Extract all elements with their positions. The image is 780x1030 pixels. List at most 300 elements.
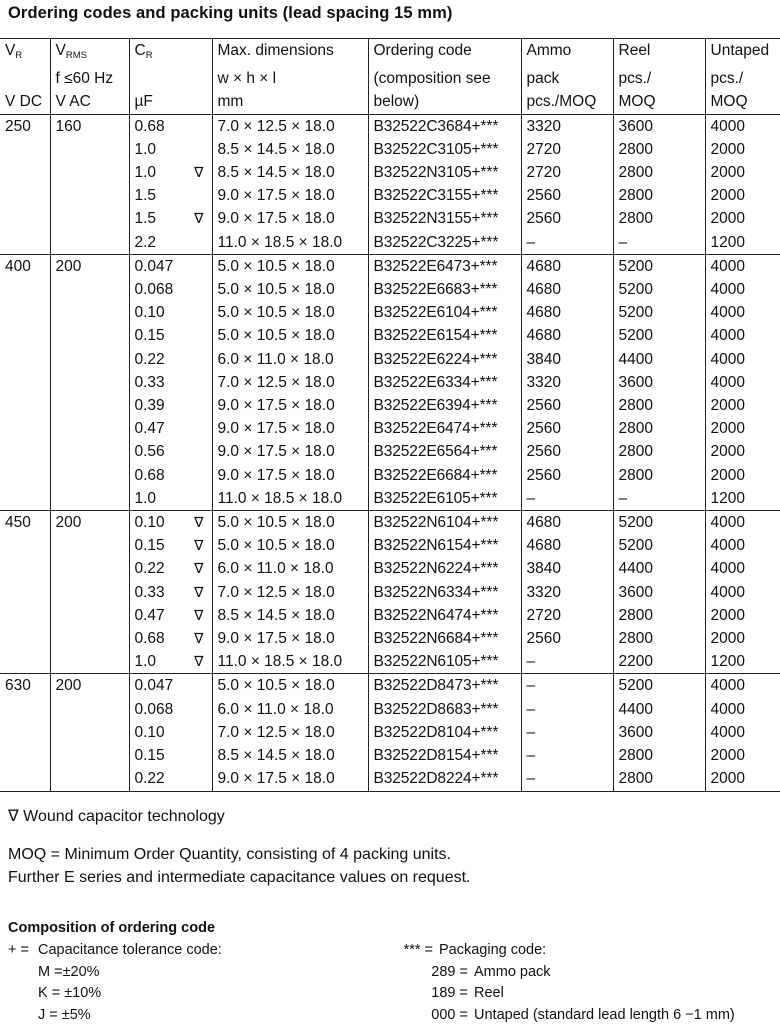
cell-reel: 2800 xyxy=(613,207,705,230)
capacitance-value: 1.5 xyxy=(134,187,157,205)
cell-vr xyxy=(0,744,50,767)
header-vrms: $V_{RMS}$ xyxy=(50,39,129,68)
capacitance-value: 0.068 xyxy=(134,281,174,299)
cell-capacitance xyxy=(129,487,212,511)
cell-vr xyxy=(0,161,50,184)
cell-ordering-code: B32522N3105+*** xyxy=(368,161,521,184)
capacitance-value: 0.33 xyxy=(134,583,165,601)
cell-reel: 2800 xyxy=(613,161,705,184)
cell-vr xyxy=(0,348,50,371)
cell-capacitance xyxy=(129,207,212,230)
cell-vrms xyxy=(50,698,129,721)
cell-vr xyxy=(0,581,50,604)
cell-ordering-code: B32522C3225+*** xyxy=(368,231,521,255)
cell-untaped: 2000 xyxy=(705,138,780,161)
cell-dimensions: 9.0 × 17.5 × 18.0 xyxy=(212,627,368,650)
cell-untaped: 4000 xyxy=(705,534,780,557)
cell-ordering-code: B32522E6474+*** xyxy=(368,417,521,440)
cell-vrms xyxy=(50,557,129,580)
cell-reel: 5200 xyxy=(613,278,705,301)
cell-vrms: 200 xyxy=(50,254,129,278)
capacitance-value: 0.39 xyxy=(134,397,165,415)
cell-dimensions: 5.0 × 10.5 × 18.0 xyxy=(212,254,368,278)
cell-reel: 3600 xyxy=(613,721,705,744)
cell-untaped: 2000 xyxy=(705,184,780,207)
tolerance-code-row: + = Capacitance tolerance code: xyxy=(8,942,222,958)
cell-untaped: 4000 xyxy=(705,698,780,721)
cell-vrms xyxy=(50,627,129,650)
table-row xyxy=(0,604,780,627)
packaging-code-row: 289 = Ammo pack xyxy=(431,963,551,980)
cell-untaped: 2000 xyxy=(705,464,780,487)
table-row xyxy=(0,394,780,417)
capacitance-value: 0.68 xyxy=(134,466,165,484)
cell-ammo: 2560 xyxy=(521,184,613,207)
cell-vrms xyxy=(50,184,129,207)
cell-vr xyxy=(0,138,50,161)
wound-technology-icon: ∇ xyxy=(194,583,204,600)
cell-untaped: 2000 xyxy=(705,207,780,230)
header-code-l2: (composition see xyxy=(368,67,521,90)
cell-reel: 2800 xyxy=(613,440,705,463)
cell-dimensions: 9.0 × 17.5 × 18.0 xyxy=(212,464,368,487)
wound-legend: ∇ Wound capacitor technology xyxy=(8,808,225,825)
capacitance-value: 0.22 xyxy=(134,560,165,578)
cell-untaped: 4000 xyxy=(705,324,780,347)
cell-capacitance xyxy=(129,650,212,674)
tolerance-code-row: K = ±10% xyxy=(38,985,102,1001)
cell-ammo: 3320 xyxy=(521,371,613,394)
cell-dimensions: 5.0 × 10.5 × 18.0 xyxy=(212,324,368,347)
cell-capacitance xyxy=(129,698,212,721)
cell-vrms xyxy=(50,417,129,440)
cell-capacitance xyxy=(129,394,212,417)
cell-reel: 4400 xyxy=(613,348,705,371)
cell-untaped: 2000 xyxy=(705,161,780,184)
packaging-code-row: 189 = Reel xyxy=(431,985,504,1001)
wound-technology-icon: ∇ xyxy=(194,560,204,577)
table-row xyxy=(0,650,780,674)
capacitance-value: 0.15 xyxy=(134,327,165,345)
cell-ordering-code: B32522E6105+*** xyxy=(368,487,521,511)
capacitance-value: 1.5 xyxy=(134,210,157,228)
cell-dimensions: 9.0 × 17.5 × 18.0 xyxy=(212,394,368,417)
cell-vrms xyxy=(50,487,129,511)
table-row xyxy=(0,744,780,767)
table-row xyxy=(0,698,780,721)
table-row xyxy=(0,721,780,744)
cell-capacitance xyxy=(129,744,212,767)
cell-vr xyxy=(0,487,50,511)
header-vr-unit: V DC xyxy=(5,93,43,111)
header-untaped: Untaped xyxy=(705,39,780,68)
cell-capacitance xyxy=(129,604,212,627)
capacitance-value: 0.47 xyxy=(134,606,165,624)
cell-vr xyxy=(0,534,50,557)
cell-dimensions: 5.0 × 10.5 × 18.0 xyxy=(212,534,368,557)
cell-capacitance xyxy=(129,557,212,580)
cell-dimensions: 8.5 × 14.5 × 18.0 xyxy=(212,161,368,184)
cell-vr xyxy=(0,324,50,347)
header-dims-l3: mm xyxy=(212,90,368,114)
wound-technology-icon: ∇ xyxy=(194,514,204,531)
cell-dimensions: 11.0 × 18.5 × 18.0 xyxy=(212,487,368,511)
table-row xyxy=(0,138,780,161)
cell-ordering-code: B32522E6683+*** xyxy=(368,278,521,301)
cell-ordering-code: B32522N3155+*** xyxy=(368,207,521,230)
cell-untaped: 1200 xyxy=(705,650,780,674)
cell-reel: 4400 xyxy=(613,698,705,721)
cell-untaped: 2000 xyxy=(705,440,780,463)
capacitance-value: 0.22 xyxy=(134,770,165,788)
cell-vrms xyxy=(50,440,129,463)
packaging-code-row: *** = Packaging code: xyxy=(403,942,547,958)
cell-ammo: 4680 xyxy=(521,254,613,278)
table-row xyxy=(0,487,780,511)
cell-capacitance xyxy=(129,138,212,161)
cell-ordering-code: B32522E6334+*** xyxy=(368,371,521,394)
note-moq: MOQ = Minimum Order Quantity, consisting of 4 packing units. xyxy=(8,846,451,863)
capacitance-value: 0.068 xyxy=(134,700,174,718)
cell-vrms xyxy=(50,767,129,791)
cell-ordering-code: B32522C3684+*** xyxy=(368,114,521,138)
cell-ordering-code: B32522N6334+*** xyxy=(368,581,521,604)
cell-reel: 3600 xyxy=(613,371,705,394)
cell-dimensions: 9.0 × 17.5 × 18.0 xyxy=(212,417,368,440)
cell-untaped: 4000 xyxy=(705,511,780,535)
cell-vrms: 200 xyxy=(50,674,129,698)
cell-capacitance xyxy=(129,254,212,278)
wound-technology-icon: ∇ xyxy=(194,653,204,670)
cell-reel: 2800 xyxy=(613,767,705,791)
cell-capacitance xyxy=(129,440,212,463)
cell-capacitance xyxy=(129,371,212,394)
wound-technology-icon: ∇ xyxy=(194,210,204,227)
cell-untaped: 2000 xyxy=(705,417,780,440)
cell-dimensions: 8.5 × 14.5 × 18.0 xyxy=(212,138,368,161)
voltage-group xyxy=(0,114,780,254)
cell-vrms xyxy=(50,604,129,627)
cell-vr: 400 xyxy=(5,257,31,275)
cell-ammo: 2560 xyxy=(521,394,613,417)
packaging-codes xyxy=(388,940,735,1026)
cell-dimensions: 7.0 × 12.5 × 18.0 xyxy=(212,114,368,138)
table-row xyxy=(0,371,780,394)
wound-technology-icon: ∇ xyxy=(194,164,204,181)
wound-technology-icon: ∇ xyxy=(194,537,204,554)
cell-dimensions: 6.0 × 11.0 × 18.0 xyxy=(212,698,368,721)
cell-vr xyxy=(0,207,50,230)
cell-vrms xyxy=(50,394,129,417)
cell-capacitance xyxy=(129,114,212,138)
cell-ordering-code: B32522N6105+*** xyxy=(368,650,521,674)
cell-capacitance xyxy=(129,534,212,557)
cell-vr xyxy=(0,604,50,627)
cell-vr xyxy=(0,440,50,463)
cell-vrms xyxy=(50,231,129,255)
cell-ammo: – xyxy=(521,721,613,744)
cell-ammo: – xyxy=(521,487,613,511)
cell-ammo: – xyxy=(521,231,613,255)
cell-vr xyxy=(0,417,50,440)
table-row xyxy=(0,278,780,301)
table-row xyxy=(0,348,780,371)
capacitance-value: 0.10 xyxy=(134,304,165,322)
cell-vrms xyxy=(50,650,129,674)
cell-ammo: 2560 xyxy=(521,417,613,440)
wound-technology-icon: ∇ xyxy=(194,630,204,647)
cell-dimensions: 6.0 × 11.0 × 18.0 xyxy=(212,348,368,371)
cell-capacitance xyxy=(129,581,212,604)
header-untaped-l2: pcs./ xyxy=(705,67,780,90)
cell-ammo: – xyxy=(521,698,613,721)
table-row xyxy=(0,534,780,557)
header-cr-unit: µF xyxy=(129,90,212,114)
capacitance-value: 0.047 xyxy=(134,257,174,275)
cell-capacitance xyxy=(129,417,212,440)
cell-vrms xyxy=(50,371,129,394)
cell-capacitance xyxy=(129,161,212,184)
cell-untaped: 4000 xyxy=(705,278,780,301)
cell-ammo: 4680 xyxy=(521,301,613,324)
page-title: Ordering codes and packing units (lead spacing 15 mm) xyxy=(8,4,453,22)
cell-capacitance xyxy=(129,324,212,347)
cell-ordering-code: B32522C3105+*** xyxy=(368,138,521,161)
table-row xyxy=(0,767,780,791)
header-code-l3: below) xyxy=(368,90,521,114)
voltage-group xyxy=(0,511,780,674)
cell-ordering-code: B32522D8104+*** xyxy=(368,721,521,744)
cell-vr xyxy=(0,301,50,324)
cell-capacitance xyxy=(129,184,212,207)
cell-reel: 5200 xyxy=(613,254,705,278)
cell-ammo: – xyxy=(521,767,613,791)
cell-ordering-code: B32522D8224+*** xyxy=(368,767,521,791)
cell-dimensions: 6.0 × 11.0 × 18.0 xyxy=(212,557,368,580)
cell-ammo: 3840 xyxy=(521,557,613,580)
cell-ordering-code: B32522N6474+*** xyxy=(368,604,521,627)
header-vrms-freq: f ≤60 Hz xyxy=(50,67,129,90)
table-row xyxy=(0,184,780,207)
cell-vr: 450 xyxy=(5,514,31,532)
cell-vr xyxy=(0,627,50,650)
header-reel: Reel xyxy=(613,39,705,68)
table-row xyxy=(0,114,780,138)
header-reel-l2: pcs./ xyxy=(613,67,705,90)
table-row xyxy=(0,581,780,604)
cell-vr xyxy=(0,231,50,255)
cell-reel: 2200 xyxy=(613,650,705,674)
cell-reel: 2800 xyxy=(613,627,705,650)
cell-reel: 2800 xyxy=(613,184,705,207)
cell-untaped: 4000 xyxy=(705,254,780,278)
cell-untaped: 4000 xyxy=(705,348,780,371)
table-row xyxy=(0,207,780,230)
capacitance-value: 0.22 xyxy=(134,350,165,368)
table-row xyxy=(0,254,780,278)
capacitance-value: 0.047 xyxy=(134,677,174,695)
capacitance-value: 0.10 xyxy=(134,514,165,532)
cell-reel: 2800 xyxy=(613,138,705,161)
cell-ordering-code: B32522E6224+*** xyxy=(368,348,521,371)
cell-capacitance xyxy=(129,767,212,791)
cell-dimensions: 9.0 × 17.5 × 18.0 xyxy=(212,184,368,207)
capacitance-value: 0.56 xyxy=(134,443,165,461)
cell-capacitance xyxy=(129,231,212,255)
cell-vr xyxy=(0,278,50,301)
cell-untaped: 4000 xyxy=(705,674,780,698)
cell-dimensions: 11.0 × 18.5 × 18.0 xyxy=(212,650,368,674)
cell-ammo: – xyxy=(521,650,613,674)
cell-reel: 2800 xyxy=(613,394,705,417)
table-row xyxy=(0,511,780,535)
voltage-group xyxy=(0,254,780,510)
table-row xyxy=(0,627,780,650)
table-row xyxy=(0,674,780,698)
cell-ordering-code: B32522N6154+*** xyxy=(368,534,521,557)
header-vrms-unit: V AC xyxy=(50,90,129,114)
cell-dimensions: 8.5 × 14.5 × 18.0 xyxy=(212,744,368,767)
cell-ordering-code: B32522N6104+*** xyxy=(368,511,521,535)
cell-capacitance xyxy=(129,301,212,324)
cell-ordering-code: B32522N6224+*** xyxy=(368,557,521,580)
header-ammo-l2: pack xyxy=(521,67,613,90)
cell-dimensions: 5.0 × 10.5 × 18.0 xyxy=(212,301,368,324)
cell-dimensions: 5.0 × 10.5 × 18.0 xyxy=(212,278,368,301)
cell-ordering-code: B32522D8473+*** xyxy=(368,674,521,698)
capacitance-value: 1.0 xyxy=(134,164,157,182)
table-row xyxy=(0,440,780,463)
capacitance-value: 0.15 xyxy=(134,747,165,765)
cell-untaped: 4000 xyxy=(705,114,780,138)
cell-dimensions: 9.0 × 17.5 × 18.0 xyxy=(212,767,368,791)
cell-vrms: 200 xyxy=(50,511,129,535)
cell-vr xyxy=(0,371,50,394)
cell-ammo: 2560 xyxy=(521,207,613,230)
table-header xyxy=(0,39,780,115)
cell-ammo: 2720 xyxy=(521,161,613,184)
cell-ordering-code: B32522D8683+*** xyxy=(368,698,521,721)
note-e-series: Further E series and intermediate capacitance values on request. xyxy=(8,869,471,886)
cell-ordering-code: B32522E6104+*** xyxy=(368,301,521,324)
wound-technology-icon: ∇ xyxy=(194,606,204,623)
cell-vr xyxy=(0,557,50,580)
cell-vrms: 160 xyxy=(50,114,129,138)
cell-untaped: 4000 xyxy=(705,301,780,324)
cell-ammo: – xyxy=(521,744,613,767)
cell-vrms xyxy=(50,721,129,744)
cell-capacitance xyxy=(129,348,212,371)
cell-ammo: 2720 xyxy=(521,138,613,161)
cell-reel: – xyxy=(613,231,705,255)
table-row xyxy=(0,557,780,580)
cell-ammo: 4680 xyxy=(521,534,613,557)
table-row xyxy=(0,464,780,487)
voltage-group xyxy=(0,674,780,791)
cell-untaped: 1200 xyxy=(705,231,780,255)
table-row xyxy=(0,161,780,184)
capacitance-value: 0.10 xyxy=(134,723,165,741)
table-row xyxy=(0,231,780,255)
cell-vrms xyxy=(50,138,129,161)
cell-untaped: 2000 xyxy=(705,767,780,791)
composition-title: Composition of ordering code xyxy=(8,920,216,936)
cell-reel: 3600 xyxy=(613,581,705,604)
table-row xyxy=(0,324,780,347)
cell-dimensions: 7.0 × 12.5 × 18.0 xyxy=(212,371,368,394)
cell-ordering-code: B32522E6394+*** xyxy=(368,394,521,417)
cell-dimensions: 7.0 × 12.5 × 18.0 xyxy=(212,721,368,744)
cell-vr xyxy=(0,767,50,791)
cell-dimensions: 8.5 × 14.5 × 18.0 xyxy=(212,604,368,627)
cell-reel: 5200 xyxy=(613,324,705,347)
cell-reel: 5200 xyxy=(613,301,705,324)
cell-vrms xyxy=(50,301,129,324)
tolerance-code-row: J = ±5% xyxy=(38,1006,91,1023)
cell-vr xyxy=(0,184,50,207)
cell-ammo: 4680 xyxy=(521,278,613,301)
header-ammo: Ammo xyxy=(521,39,613,68)
header-code: Ordering code xyxy=(368,39,521,68)
cell-capacitance xyxy=(129,464,212,487)
header-dims-l2: w × h × l xyxy=(212,67,368,90)
cell-vrms xyxy=(50,744,129,767)
cell-ammo: 4680 xyxy=(521,511,613,535)
cell-ammo: 2560 xyxy=(521,627,613,650)
cell-vrms xyxy=(50,278,129,301)
cell-untaped: 1200 xyxy=(705,487,780,511)
cell-untaped: 4000 xyxy=(705,581,780,604)
cell-ordering-code: B32522N6684+*** xyxy=(368,627,521,650)
cell-ordering-code: B32522C3155+*** xyxy=(368,184,521,207)
cell-vr xyxy=(0,721,50,744)
header-dims: Max. dimensions xyxy=(212,39,368,68)
cell-vr xyxy=(0,650,50,674)
cell-ammo: 2720 xyxy=(521,604,613,627)
tolerance-codes xyxy=(8,940,222,1026)
cell-reel: 2800 xyxy=(613,604,705,627)
header-reel-l3: MOQ xyxy=(613,90,705,114)
capacitance-value: 1.0 xyxy=(134,489,157,507)
cell-untaped: 2000 xyxy=(705,627,780,650)
cell-dimensions: 9.0 × 17.5 × 18.0 xyxy=(212,207,368,230)
cell-ordering-code: B32522E6684+*** xyxy=(368,464,521,487)
cell-reel: 4400 xyxy=(613,557,705,580)
capacitance-value: 2.2 xyxy=(134,233,157,251)
cell-ordering-code: B32522E6564+*** xyxy=(368,440,521,463)
cell-reel: – xyxy=(613,487,705,511)
capacitance-value: 0.33 xyxy=(134,373,165,391)
tolerance-code-row: M =±20% xyxy=(38,963,100,980)
capacitance-value: 0.47 xyxy=(134,420,165,438)
cell-ordering-code: B32522E6154+*** xyxy=(368,324,521,347)
cell-reel: 2800 xyxy=(613,744,705,767)
cell-ammo: 3840 xyxy=(521,348,613,371)
cell-ammo: 3320 xyxy=(521,114,613,138)
cell-ammo: 2560 xyxy=(521,464,613,487)
cell-ordering-code: B32522E6473+*** xyxy=(368,254,521,278)
cell-ammo: 4680 xyxy=(521,324,613,347)
cell-vrms xyxy=(50,581,129,604)
cell-reel: 2800 xyxy=(613,417,705,440)
header-vr: $V_R$ xyxy=(5,42,23,61)
cell-capacitance xyxy=(129,627,212,650)
cell-capacitance xyxy=(129,674,212,698)
cell-capacitance xyxy=(129,511,212,535)
cell-vrms xyxy=(50,464,129,487)
cell-untaped: 2000 xyxy=(705,394,780,417)
cell-ammo: 3320 xyxy=(521,581,613,604)
